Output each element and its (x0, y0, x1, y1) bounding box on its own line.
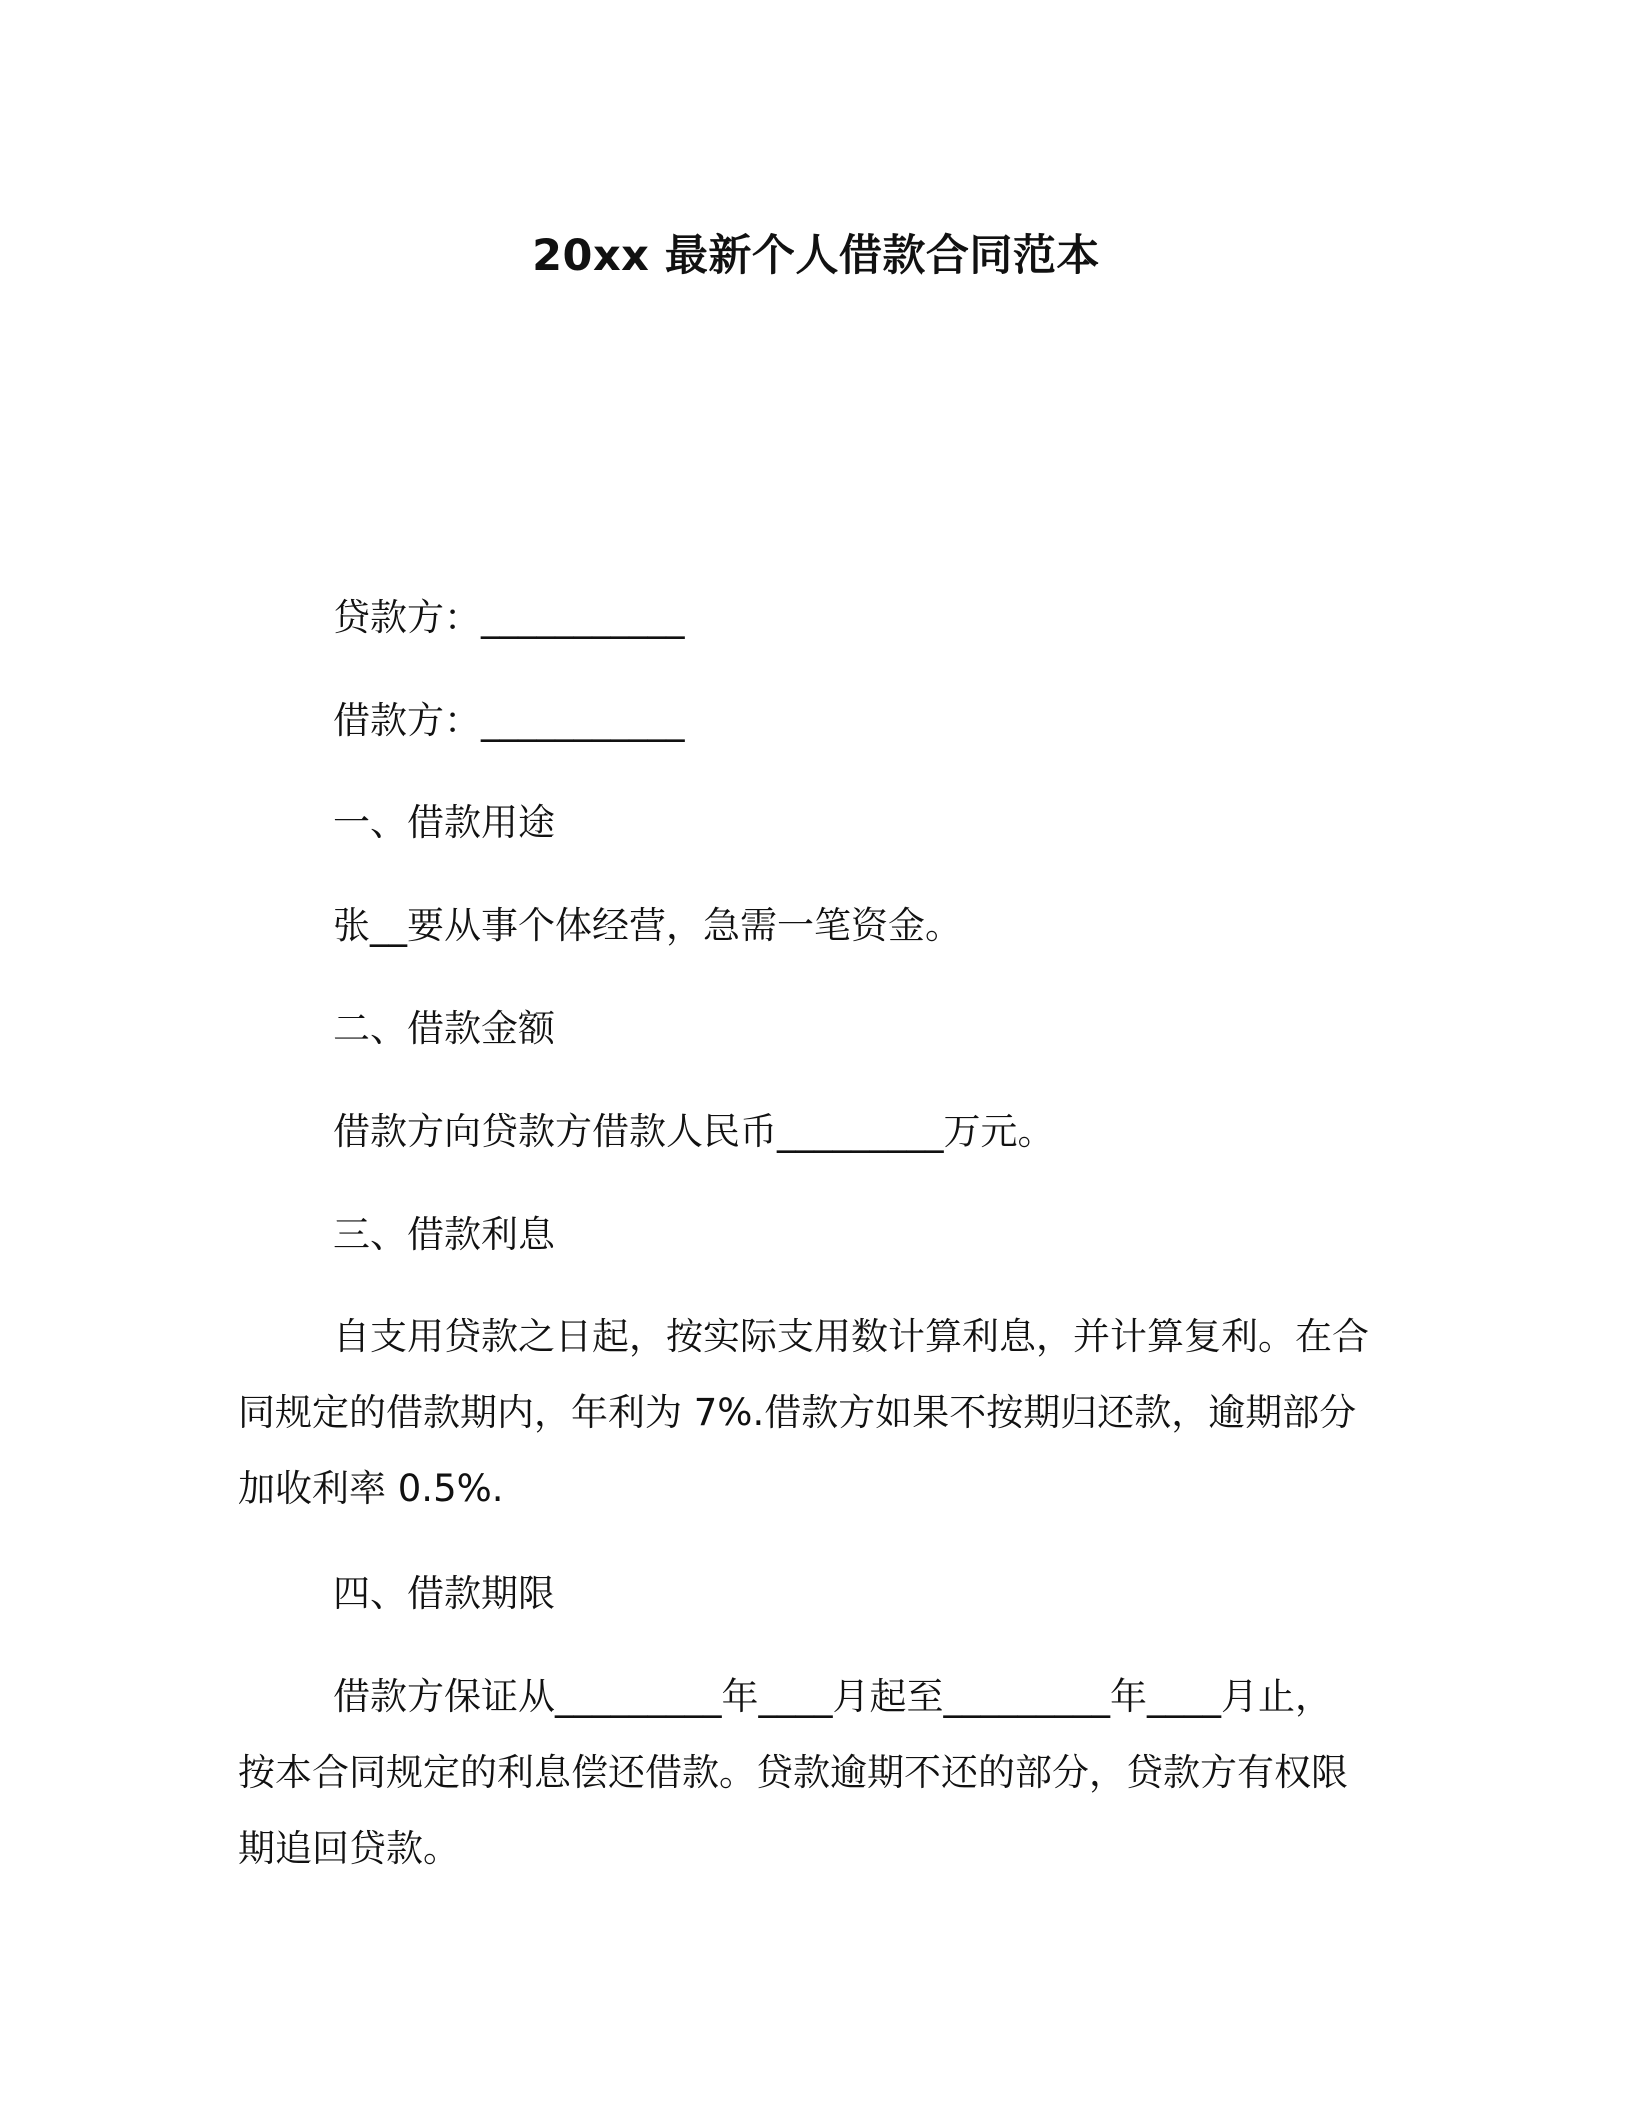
section3-heading: 三、借款利息 (333, 1213, 555, 1256)
section1-heading: 一、借款用途 (333, 801, 555, 844)
section4-line-2: 按本合同规定的利息偿还借款。贷款逾期不还的部分，贷款方有权限 (238, 1751, 1348, 1794)
lender-line: 贷款方：___________ (333, 596, 685, 639)
section4-line-1: 借款方保证从_________年____月起至_________年____月止， (333, 1675, 1332, 1718)
borrower-line: 借款方：___________ (333, 699, 685, 742)
section3-line-3: 加收利率 0.5%. (238, 1467, 504, 1510)
document-title: 20xx 最新个人借款合同范本 (532, 231, 1100, 281)
section4-line-3: 期追回贷款。 (238, 1827, 460, 1870)
section4-heading: 四、借款期限 (333, 1572, 555, 1615)
section3-line-2: 同规定的借款期内，年利为 7%.借款方如果不按期归还款，逾期部分 (238, 1391, 1357, 1434)
section1-text: 张__要从事个体经营，急需一笔资金。 (333, 904, 962, 947)
section2-text: 借款方向贷款方借款人民币_________万元。 (333, 1110, 1055, 1153)
section2-heading: 二、借款金额 (333, 1007, 555, 1050)
section3-line-1: 自支用贷款之日起，按实际支用数计算利息，并计算复利。在合 (333, 1315, 1369, 1358)
